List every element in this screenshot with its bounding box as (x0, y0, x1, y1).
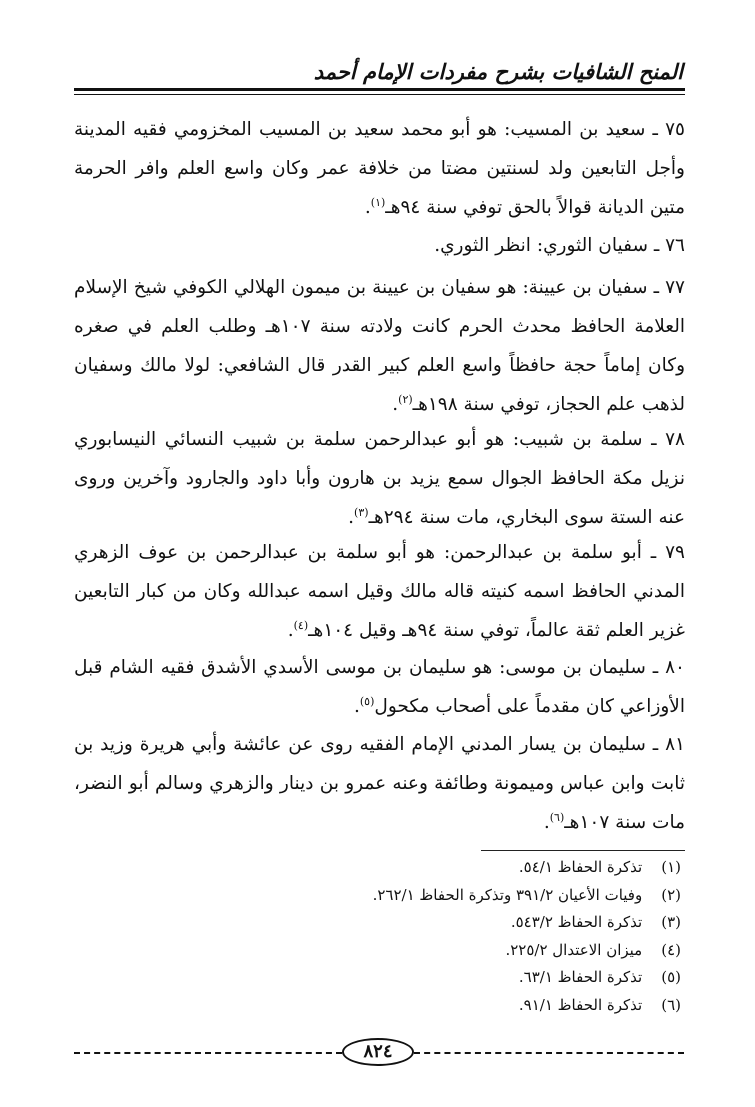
footnote-number: (٢) (661, 885, 681, 904)
footnote-number: (١) (661, 858, 681, 876)
entry-end: . (353, 696, 360, 717)
footnote-number: (٥) (661, 968, 681, 986)
entry-text: ٧٩ ـ أبو سلمة بن عبدالرحمن: هو أبو سلمة بن عبدالرحمن بن عوف الزهري المدني الحافظ اسمه كنيته قاله مالك وقيل اسمه عبدالله وكان من كبار التابعين غزير العلم ثقة عالماً، توفي سنة ٩٤هـ وقيل ١٠٤هـ (74, 542, 685, 641)
footer-dashed-rule-right (414, 1052, 684, 1054)
footnote-ref: (٣) (354, 505, 369, 519)
entry-end: . (287, 620, 294, 641)
footnote-text: ميزان الاعتدال ٢٢٥/٢. (505, 940, 643, 959)
footnote-item (74, 964, 681, 992)
page-number-badge: ٨٢٤ (342, 1038, 414, 1066)
entry-end: . (543, 812, 550, 833)
footnote-ref: (١) (370, 195, 386, 209)
footnote-item (74, 992, 681, 1020)
footnote-ref: (٦) (549, 810, 565, 824)
biography-entry-77 (74, 268, 685, 424)
footnote-item (74, 854, 681, 882)
entry-text: ٧٦ ـ سفيان الثوري: انظر الثوري. (434, 235, 685, 256)
footnote-ref: (٥) (359, 694, 375, 708)
entry-text: ٨١ ـ سليمان بن يسار المدني الإمام الفقيه روى عن عائشة وأبي هريرة وزيد بن ثابت وابن عباس وميمونة وطائفة وعنه عمرو بن دينار والزهري وسالم أبو النضر، مات سنة ١٠٧هـ (74, 734, 685, 833)
footnote-text: تذكرة الحفاظ ٥٤/١. (518, 858, 643, 876)
entry-end: . (364, 197, 371, 218)
biography-entry-76 (74, 226, 685, 265)
header-rule-thin (74, 94, 685, 95)
entry-text: ٧٥ ـ سعيد بن المسيب: هو أبو محمد سعيد بن المسيب المخزومي فقيه المدينة وأجل التابعين ولد لسنتين مضتا من خلافة عمر وكان واسع العلم وافر الحرمة متين الديانة قوالاً بالحق توفي سنة ٩٤هـ (74, 119, 685, 218)
footnotes-list (74, 854, 681, 1019)
footnote-item (74, 937, 681, 965)
entry-text: ٧٧ ـ سفيان بن عيينة: هو سفيان بن عيينة بن ميمون الهلالي الكوفي شيخ الإسلام العلامة الحافظ محدث الحرم كانت ولادته سنة ١٠٧هـ وطلب العلم في صغره وكان إماماً حجة حافظاً واسع العلم كبير القدر قال الشافعي: لولا مالك وسفيان لذهب علم الحجاز، توفي سنة ١٩٨هـ (74, 277, 685, 415)
biography-entry-78 (74, 420, 685, 537)
footer-dashed-rule-left (74, 1052, 342, 1054)
entry-end: . (348, 507, 355, 528)
biography-entry-79 (74, 533, 685, 650)
footnote-item (74, 882, 681, 910)
footnote-text: تذكرة الحفاظ ٥٤٣/٢. (510, 913, 643, 931)
footnote-number: (٤) (661, 940, 681, 959)
header-rule-thick (74, 88, 685, 91)
footnote-number: (٦) (661, 995, 681, 1014)
footnote-text: وفيات الأعيان ٣٩١/٢ وتذكرة الحفاظ ٢٦٢/١. (372, 885, 643, 904)
footnote-text: تذكرة الحفاظ ٩١/١. (518, 995, 643, 1014)
footnote-ref: (٤) (293, 618, 309, 632)
footnote-separator (481, 850, 685, 851)
footnote-number: (٣) (661, 913, 681, 931)
footnote-text: تذكرة الحفاظ ٦٣/١. (518, 968, 643, 986)
footnote-item (74, 909, 681, 937)
biography-entry-75 (74, 110, 685, 227)
biography-entry-80 (74, 648, 685, 726)
biography-entry-81 (74, 725, 685, 842)
entry-text: ٧٨ ـ سلمة بن شبيب: هو أبو عبدالرحمن سلمة بن شبيب النسائي النيسابوري نزيل مكة الحافظ الجوال سمع يزيد بن هارون وأبا داود والجارود وآخرين وروى عنه الستة سوى البخاري، مات سنة ٢٩٤هـ (74, 429, 685, 528)
running-header-title: المنح الشافيات بشرح مفردات الإمام أحمد (313, 59, 683, 84)
footnote-ref: (٢) (398, 392, 413, 406)
entry-end: . (392, 394, 399, 415)
entry-text: ٨٠ ـ سليمان بن موسى: هو سليمان بن موسى الأسدي الأشدق فقيه الشام قبل الأوزاعي كان مقدماً على أصحاب مكحول (74, 657, 685, 717)
